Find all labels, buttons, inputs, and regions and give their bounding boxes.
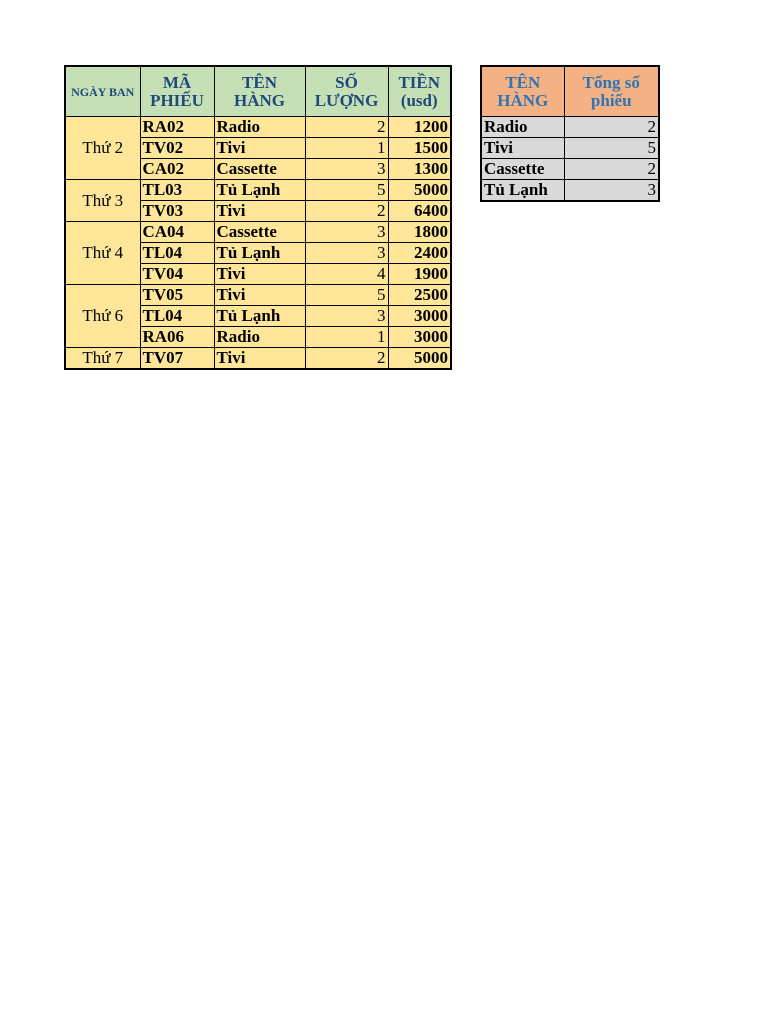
so-luong-cell[interactable]: 3 <box>305 243 388 264</box>
so-luong-cell[interactable]: 2 <box>305 117 388 138</box>
tien-cell[interactable]: 3000 <box>388 327 451 348</box>
tien-cell[interactable]: 1500 <box>388 138 451 159</box>
summary-count-cell[interactable]: 2 <box>564 117 659 138</box>
so-luong-cell[interactable]: 2 <box>305 348 388 370</box>
ma-phieu-cell[interactable]: RA02 <box>140 117 214 138</box>
sales-table-header-row <box>65 66 451 117</box>
so-luong-cell[interactable]: 5 <box>305 180 388 201</box>
so-luong-cell[interactable]: 2 <box>305 201 388 222</box>
table-row <box>65 222 451 243</box>
sales-table <box>64 65 452 370</box>
so-luong-cell[interactable]: 4 <box>305 264 388 285</box>
summary-table <box>480 65 660 202</box>
ten-hang-cell[interactable]: Tivi <box>214 201 305 222</box>
ma-phieu-cell[interactable]: CA04 <box>140 222 214 243</box>
tien-cell[interactable]: 1300 <box>388 159 451 180</box>
summary-count-cell[interactable]: 5 <box>564 138 659 159</box>
tien-cell[interactable]: 6400 <box>388 201 451 222</box>
table-row <box>65 285 451 306</box>
ten-hang-cell[interactable]: Cassette <box>214 159 305 180</box>
ma-phieu-cell[interactable]: CA02 <box>140 159 214 180</box>
so-luong-cell[interactable]: 1 <box>305 327 388 348</box>
ten-hang-cell[interactable]: Cassette <box>214 222 305 243</box>
ma-phieu-cell[interactable]: RA06 <box>140 327 214 348</box>
ma-phieu-cell[interactable]: TV05 <box>140 285 214 306</box>
table-row <box>65 348 451 370</box>
tien-cell[interactable]: 2500 <box>388 285 451 306</box>
summary-row <box>481 117 659 138</box>
summary-name-cell[interactable]: Cassette <box>481 159 564 180</box>
header-ten-hang[interactable]: TÊN HÀNG <box>214 66 305 117</box>
ma-phieu-cell[interactable]: TV02 <box>140 138 214 159</box>
so-luong-cell[interactable]: 1 <box>305 138 388 159</box>
day-cell[interactable]: Thứ 3 <box>65 180 140 222</box>
ma-phieu-cell[interactable]: TL04 <box>140 306 214 327</box>
ma-phieu-cell[interactable]: TL03 <box>140 180 214 201</box>
summary-row <box>481 159 659 180</box>
header-so-luong[interactable]: SỐ LƯỢNG <box>305 66 388 117</box>
tien-cell[interactable]: 3000 <box>388 306 451 327</box>
tien-cell[interactable]: 5000 <box>388 348 451 370</box>
so-luong-cell[interactable]: 3 <box>305 222 388 243</box>
ten-hang-cell[interactable]: Tủ Lạnh <box>214 243 305 264</box>
ma-phieu-cell[interactable]: TL04 <box>140 243 214 264</box>
summary-name-cell[interactable]: Tivi <box>481 138 564 159</box>
tien-cell[interactable]: 1200 <box>388 117 451 138</box>
ten-hang-cell[interactable]: Tivi <box>214 138 305 159</box>
summary-count-cell[interactable]: 2 <box>564 159 659 180</box>
so-luong-cell[interactable]: 5 <box>305 285 388 306</box>
summary-name-cell[interactable]: Tủ Lạnh <box>481 180 564 202</box>
tien-cell[interactable]: 1800 <box>388 222 451 243</box>
header-ma-phieu[interactable]: MÃ PHIẾU <box>140 66 214 117</box>
summary-row <box>481 180 659 202</box>
ten-hang-cell[interactable]: Radio <box>214 117 305 138</box>
summary-header-tong-so-phieu[interactable]: Tổng số phiếu <box>564 66 659 117</box>
table-row <box>65 117 451 138</box>
ten-hang-cell[interactable]: Tivi <box>214 285 305 306</box>
header-tien[interactable]: TIỀN (usd) <box>388 66 451 117</box>
so-luong-cell[interactable]: 3 <box>305 159 388 180</box>
summary-header-ten-hang[interactable]: TÊN HÀNG <box>481 66 564 117</box>
ma-phieu-cell[interactable]: TV03 <box>140 201 214 222</box>
ten-hang-cell[interactable]: Tivi <box>214 264 305 285</box>
table-row <box>65 180 451 201</box>
tien-cell[interactable]: 1900 <box>388 264 451 285</box>
summary-count-cell[interactable]: 3 <box>564 180 659 202</box>
ten-hang-cell[interactable]: Radio <box>214 327 305 348</box>
summary-row <box>481 138 659 159</box>
day-cell[interactable]: Thứ 7 <box>65 348 140 370</box>
ten-hang-cell[interactable]: Tủ Lạnh <box>214 180 305 201</box>
summary-name-cell[interactable]: Radio <box>481 117 564 138</box>
day-cell[interactable]: Thứ 6 <box>65 285 140 348</box>
summary-table-header-row <box>481 66 659 117</box>
tien-cell[interactable]: 5000 <box>388 180 451 201</box>
ma-phieu-cell[interactable]: TV04 <box>140 264 214 285</box>
header-ngay-ban[interactable]: NGÀY BAN <box>65 66 140 117</box>
tien-cell[interactable]: 2400 <box>388 243 451 264</box>
day-cell[interactable]: Thứ 4 <box>65 222 140 285</box>
day-cell[interactable]: Thứ 2 <box>65 117 140 180</box>
ten-hang-cell[interactable]: Tủ Lạnh <box>214 306 305 327</box>
so-luong-cell[interactable]: 3 <box>305 306 388 327</box>
ma-phieu-cell[interactable]: TV07 <box>140 348 214 370</box>
ten-hang-cell[interactable]: Tivi <box>214 348 305 370</box>
